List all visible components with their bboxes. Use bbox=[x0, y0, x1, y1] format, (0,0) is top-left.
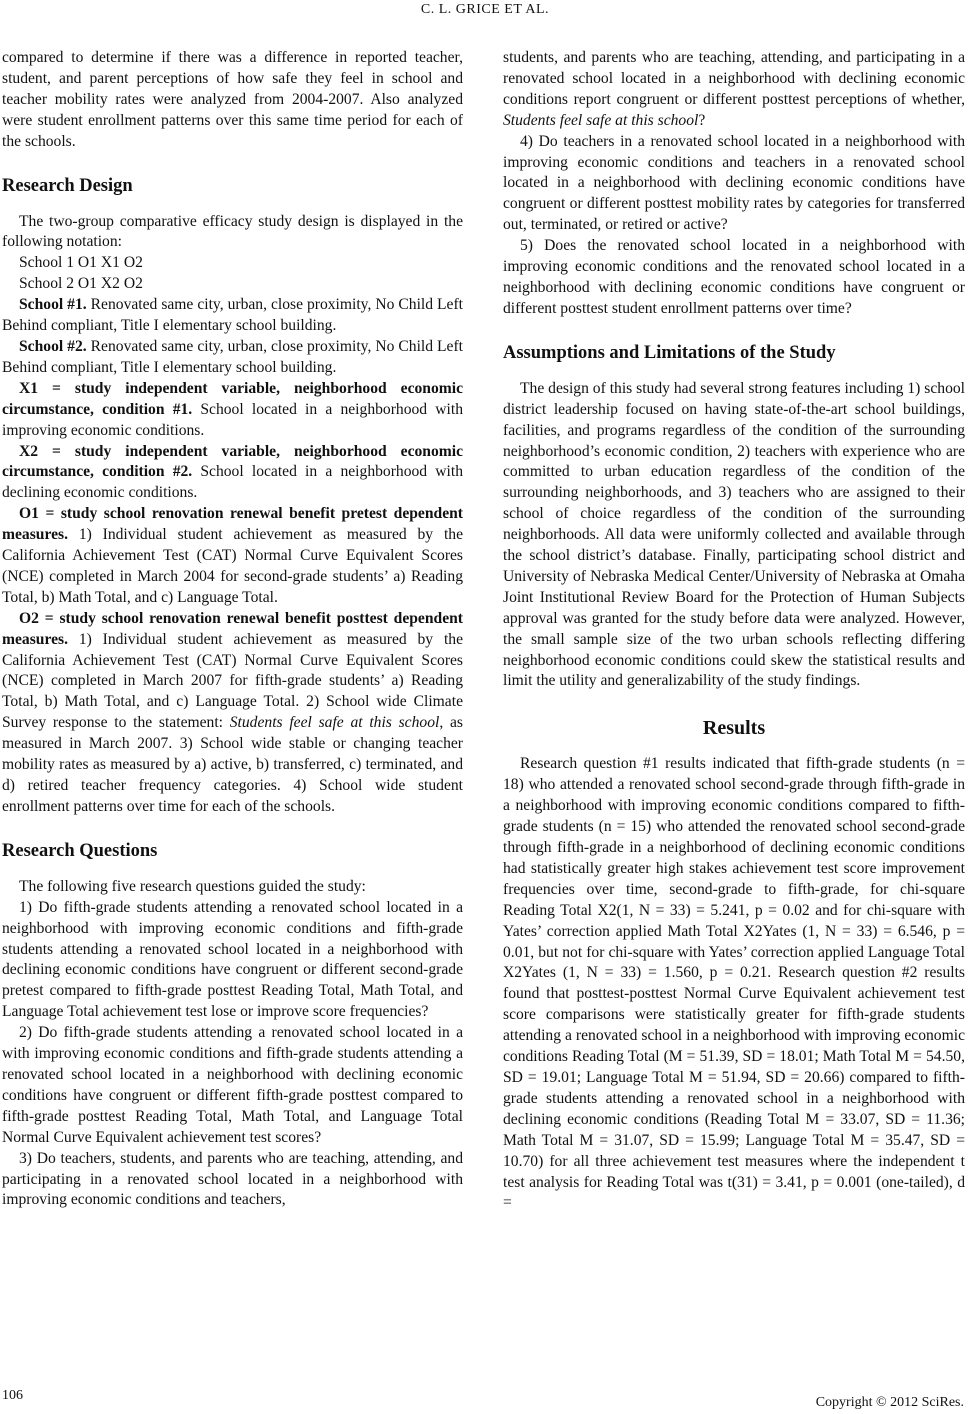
school-1-description bbox=[2, 295, 463, 337]
question-5: 5) Does the renovated school located in a neighborhood with improving economic conditions and the renovated school located in a neighborhood with declining economic conditions have congruent or different posttest student enrollment patterns over time? bbox=[503, 237, 965, 317]
research-questions-heading: Research Questions bbox=[2, 840, 158, 861]
right-column bbox=[503, 48, 965, 1214]
x1-definition bbox=[2, 379, 463, 442]
left-column bbox=[2, 48, 463, 1211]
page-number: 106 bbox=[2, 1388, 23, 1403]
assumptions-heading: Assumptions and Limitations of the Study bbox=[503, 342, 836, 363]
x1-label: X1 = study independent variable, neighborhood economic circumstance, condition #1. bbox=[2, 379, 463, 418]
question-2: 2) Do fifth-grade students attending a renovated school located in a with improving economic conditions and fifth-grade students attending a renovated school located in a neighborhood with declining economic conditions have congruent or different fifth-grade posttest compared to fifth-grade posttest Reading Total, Math Total, and Language Total Normal Curve Equivalent achievement test scores? bbox=[2, 1024, 463, 1146]
notation-school-1: School 1 O1 X1 O2 bbox=[19, 254, 143, 272]
x2-text: School located in a neighborhood with declining economic conditions. bbox=[2, 463, 463, 502]
design-paragraph: The two-group comparative efficacy study design is displayed in the following notation: bbox=[2, 212, 463, 251]
o2-text-b: , as measured in March 2007. 3) School wide stable or changing teacher mobility rates as measured by a) active, b) transferred, c) terminated, and d) retired teacher frequency categories. 4) School wide student enrollment patterns over time for each of the schools. bbox=[2, 714, 463, 815]
intro-paragraph: compared to determine if there was a difference in reported teacher, student, and parent perceptions of how safe they feel in school and teacher mobility rates were analyzed from 2004-2007. Also analyzed were student enrollment patterns over this same time period for each of the schools. bbox=[2, 49, 463, 150]
q3-cont-b: ? bbox=[698, 111, 706, 129]
o1-label: O1 = study school renovation renewal benefit pretest dependent measures. bbox=[2, 505, 463, 544]
school-1-label: School #1. bbox=[19, 296, 87, 314]
running-head: C. L. GRICE ET AL. bbox=[420, 2, 550, 17]
q3-cont-a: students, and parents who are teaching, attending, and participating in a renovated school located in a neighborhood with declining economic conditions report congruent or different posttest perceptions of whether, bbox=[503, 49, 965, 108]
research-design-heading: Research Design bbox=[2, 175, 133, 196]
school-2-description bbox=[2, 337, 463, 379]
x2-label: X2 = study independent variable, neighborhood economic circumstance, condition #2. bbox=[2, 442, 463, 481]
o2-definition bbox=[2, 609, 463, 818]
school-2-label: School #2. bbox=[19, 337, 87, 355]
x1-text: School located in a neighborhood with improving economic conditions. bbox=[2, 400, 463, 439]
o2-label: O2 = study school renovation renewal benefit posttest dependent measures. bbox=[2, 609, 463, 648]
question-4: 4) Do teachers in a renovated school located in a neighborhood with improving economic conditions and teachers in a renovated school located in a neighborhood with declining economic conditions have congruent or different posttest mobility rates by categories for transferred out, terminated, or retired or active? bbox=[503, 132, 965, 234]
question-1: 1) Do fifth-grade students attending a renovated school located in a neighborhood with improving economic conditions and fifth-grade students attending a renovated school located in a neighborhood with declining economic conditions have congruent or different second-grade pretest compared to fifth-grade posttest Reading Total, Math Total, and Language Total achievement test lose or improve score frequencies? bbox=[2, 898, 463, 1021]
assumptions-paragraph: The design of this study had several strong features including 1) school district leadership focused on having state-of-the-art school buildings, facilities, and programs regardless of the condition of the surrounding neighborhood’s economic condition, 2) teachers with experience who are committed to urban education regardless of the condition of the surrounding neighborhoods, and 3) teachers who are assigned to their school of choice regardless of the condition of the surrounding neighborhoods. All data were uniformly collected and available through the school district’s database. Finally, participating school district and University of Nebraska Medical Center/University of Nebraska at Omaha Joint Institutional Review Board for the Protection of Human Subjects approval was granted for the study before data were analyzed. However, the small sample size of the two urban schools reflecting differing neighborhood economic conditions could skew the statistical results and limit the utility and generalizability of the study findings. bbox=[503, 379, 965, 690]
results-paragraph: Research question #1 results indicated that fifth-grade students (n = 18) who attended a renovated school second-grade through fifth-grade in a neighborhood with improving economic conditions compared to fifth-grade students (n = 15) who attended the renovated school second-grade through fifth-grade in a neighborhood of declining economic conditions had statistically greater high stakes achievement test score improvement frequencies over time, second-grade to fifth-grade, for chi-square Reading Total X2(1, N = 33) = 5.241, p = 0.02 and for chi-square with Yates’ correction applied Math Total X2Yates (1, N = 33) = 6.546, p = 0.01, but not for chi-square with Yates’ correction applied Language Total X2Yates (1, N = 33) = 1.560, p = 0.21. Research question #2 results found that posttest-posttest Normal Curve Equivalent achievement test score comparisons were statistically greater for fifth-grade students attending a renovated school in a neighborhood with improving economic conditions Reading Total (M = 51.39, SD = 18.01; Math Total M = 54.50, SD = 19.01; Language Total M = 51.94, SD = 20.66) compared to fifth-grade students attending a renovated school in a neighborhood with declining economic conditions (Reading Total M = 33.07, SD = 11.36; Math Total M = 31.07, SD = 15.99; Language Total M = 35.47, SD = 10.70) for all three achievement test measures where the independent t test analysis for Reading Total was t(31) = 3.41, p = 0.001 (one-tailed), d = bbox=[503, 755, 965, 1212]
notation-school-2: School 2 O1 X2 O2 bbox=[19, 275, 143, 293]
o2-italic: Students feel safe at this school bbox=[229, 714, 440, 732]
o1-definition bbox=[2, 504, 463, 609]
question-3: 3) Do teachers, students, and parents who are teaching, attending, and participating in a renovated school located in a neighborhood with improving economic conditions and teachers, bbox=[2, 1149, 463, 1209]
school-1-text: Renovated same city, urban, close proximity, No Child Left Behind compliant, Title I elementary school building. bbox=[2, 296, 463, 335]
copyright-notice: Copyright © 2012 SciRes. bbox=[815, 1395, 964, 1410]
o2-text-a: 1) Individual student achievement as measured by the California Achievement Test (CAT) Normal Curve Equivalent Scores (NCE) completed in March 2007 for fifth-grade students’ a) Reading Total, b) Math Total, and c) Language Total. 2) School wide Climate Survey response to the statement: bbox=[2, 630, 463, 732]
results-heading: Results bbox=[702, 717, 766, 740]
question-3-continued bbox=[503, 48, 965, 132]
x2-definition bbox=[2, 442, 463, 505]
questions-intro: The following five research questions guided the study: bbox=[19, 877, 366, 895]
q3-italic: Students feel safe at this school bbox=[503, 111, 699, 129]
o1-text: 1) Individual student achievement as measured by the California Achievement Test (CAT) Normal Curve Equivalent Scores (NCE) completed in March 2004 for second-grade students’ a) Reading Total, b) Math Total, and c) Language Total. bbox=[2, 526, 463, 606]
school-2-text: Renovated same city, urban, close proximity, No Child Left Behind compliant, Title I elementary school building. bbox=[2, 337, 463, 376]
